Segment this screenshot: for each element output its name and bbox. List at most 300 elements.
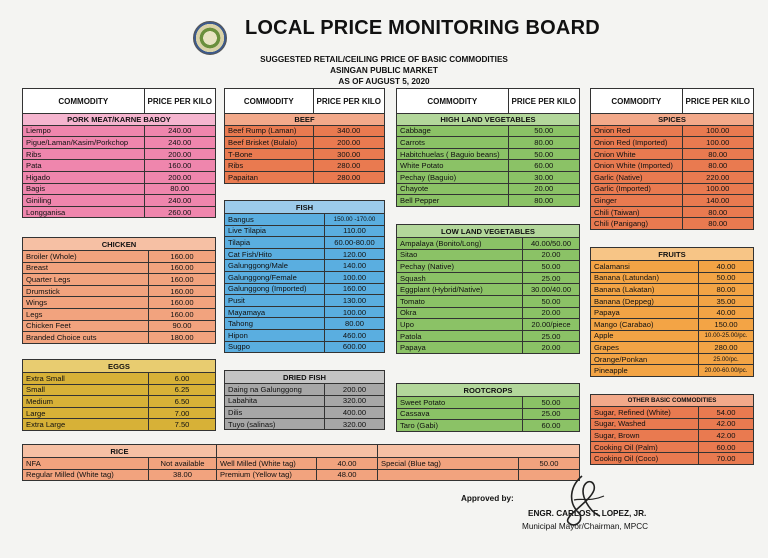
dried-fish-table <box>224 370 385 430</box>
commodity-name: Daing na Galunggong <box>225 384 325 396</box>
commodity-name: Onion White (Imported) <box>591 160 683 172</box>
category-chicken: CHICKEN <box>23 238 216 251</box>
commodity-price: 80.00 <box>682 160 753 172</box>
table-row <box>591 342 754 354</box>
table-row <box>397 195 580 207</box>
commodity-price: 60.00 <box>508 160 579 172</box>
commodity-price: 180.00 <box>149 332 216 344</box>
eggs-table <box>22 359 216 431</box>
commodity-name: Small <box>23 384 149 396</box>
table-row <box>23 373 216 385</box>
table-row <box>397 137 580 149</box>
commodity-price: 20.00-60.00/pc. <box>699 365 754 377</box>
commodity-price: 220.00 <box>682 171 753 183</box>
commodity-name: Onion White <box>591 148 683 160</box>
commodity-name: Orange/Ponkan <box>591 353 699 365</box>
commodity-name: Breast <box>23 262 149 274</box>
commodity-name: Papaya <box>397 342 523 354</box>
table-row <box>225 418 385 430</box>
table-row <box>591 261 754 273</box>
table-row <box>23 171 216 183</box>
commodity-price: 400.00 <box>325 407 385 419</box>
commodity-price: 160.00 <box>149 285 216 297</box>
table-row <box>591 183 754 195</box>
table-row <box>397 125 580 137</box>
table-row <box>23 396 216 408</box>
table-row <box>397 249 580 261</box>
commodity-name: Pechay (Baguio) <box>397 171 509 183</box>
commodity-price: 140.00 <box>325 260 385 272</box>
price-header: PRICE PER KILO <box>144 89 215 114</box>
table-row <box>397 284 580 296</box>
commodity-price: 40.00 <box>699 307 754 319</box>
commodity-name: Hipon <box>225 329 325 341</box>
commodity-price: 50.00 <box>699 272 754 284</box>
commodity-price: 30.00 <box>508 171 579 183</box>
rice-name: NFA <box>23 458 149 470</box>
commodity-name: Cat Fish/Hito <box>225 248 325 260</box>
commodity-name: Longganisa <box>23 206 145 218</box>
table-row <box>23 251 216 263</box>
commodity-name: Pusit <box>225 295 325 307</box>
table-row <box>591 453 754 465</box>
commodity-price: 20.00 <box>523 307 580 319</box>
commodity-name: Labahita <box>225 395 325 407</box>
category-lowland: LOW LAND VEGETABLES <box>397 225 580 238</box>
commodity-name: Chicken Feet <box>23 320 149 332</box>
commodity-price: 50.00 <box>523 261 580 273</box>
commodity-name: Pigue/Laman/Kasim/Porkchop <box>23 137 145 149</box>
table-row <box>23 148 216 160</box>
table-row <box>397 238 580 250</box>
table-row <box>225 329 385 341</box>
commodity-name: Liempo <box>23 125 145 137</box>
rice-price: 40.00 <box>317 458 378 470</box>
commodity-name: Giniling <box>23 195 145 207</box>
category-rice: RICE <box>23 445 217 458</box>
commodity-price: 200.00 <box>313 137 384 149</box>
table-row <box>225 395 385 407</box>
commodity-name: Carrots <box>397 137 509 149</box>
commodity-name: Cooking Oil (Coco) <box>591 453 699 465</box>
table-row <box>591 218 754 230</box>
commodity-price: 200.00 <box>325 384 385 396</box>
table-row <box>591 353 754 365</box>
commodity-price: 280.00 <box>699 342 754 354</box>
page-title: LOCAL PRICE MONITORING BOARD <box>245 17 600 39</box>
table-row <box>225 237 385 249</box>
rice-name: Regular Milled (White tag) <box>23 469 149 481</box>
commodity-name: Quarter Legs <box>23 274 149 286</box>
table-row <box>591 430 754 442</box>
chicken-table <box>22 237 216 344</box>
other-table <box>590 394 754 465</box>
commodity-name: Habitchuelas ( Baguio beans) <box>397 148 509 160</box>
table-row <box>591 330 754 342</box>
commodity-name: Live Tilapia <box>225 225 325 237</box>
table-row <box>591 295 754 307</box>
table-row <box>23 206 216 218</box>
table-row <box>23 419 216 431</box>
commodity-name: Extra Small <box>23 373 149 385</box>
commodity-name: Taro (Gabi) <box>397 420 523 432</box>
commodity-price: 10.00-25.00/pc. <box>699 330 754 342</box>
commodity-price: 50.00 <box>523 397 580 409</box>
category-pork: PORK MEAT/KARNE BABOY <box>23 114 216 126</box>
commodity-name: Legs <box>23 308 149 320</box>
commodity-price: 200.00 <box>144 171 215 183</box>
table-row <box>225 225 385 237</box>
commodity-price: 25.00 <box>523 330 580 342</box>
commodity-name: Pineapple <box>591 365 699 377</box>
commodity-price: 50.00 <box>508 125 579 137</box>
table-row <box>397 408 580 420</box>
table-row <box>225 125 385 137</box>
table-row <box>225 148 385 160</box>
signature-mark <box>560 472 610 534</box>
table-row <box>225 384 385 396</box>
table-row <box>591 318 754 330</box>
commodity-name: Ribs <box>225 160 314 172</box>
category-beef: BEEF <box>225 114 385 126</box>
category-other: OTHER BASIC COMMODITIES <box>591 395 754 407</box>
category-rootcrops: ROOTCROPS <box>397 384 580 397</box>
table-row <box>225 318 385 330</box>
commodity-name: Ampalaya (Bonito/Long) <box>397 238 523 250</box>
table-row <box>397 330 580 342</box>
price-header: PRICE PER KILO <box>508 89 579 114</box>
highland-table <box>396 88 580 207</box>
commodity-name: Eggplant (Hybrid/Native) <box>397 284 523 296</box>
commodity-price: 280.00 <box>313 160 384 172</box>
municipal-seal-icon <box>193 21 227 55</box>
commodity-price: 160.00 <box>149 251 216 263</box>
commodity-price: 160.00 <box>149 262 216 274</box>
category-fruits: FRUITS <box>591 248 754 261</box>
table-row <box>591 137 754 149</box>
table-row <box>23 384 216 396</box>
spices-table <box>590 88 754 230</box>
table-row <box>591 441 754 453</box>
commodity-price: 20.00 <box>523 249 580 261</box>
commodity-name: Tahong <box>225 318 325 330</box>
commodity-name: Sugar, Washed <box>591 418 699 430</box>
commodity-name: T-Bone <box>225 148 314 160</box>
commodity-name: Sugpo <box>225 341 325 353</box>
commodity-price: 240.00 <box>144 125 215 137</box>
commodity-price: 25.00 <box>523 272 580 284</box>
commodity-price: 42.00 <box>699 430 754 442</box>
table-row <box>225 341 385 353</box>
approver-position: Municipal Mayor/Chairman, MPCC <box>522 522 649 531</box>
commodity-price: 6.00 <box>149 373 216 385</box>
commodity-price: 100.00 <box>325 306 385 318</box>
table-row <box>591 272 754 284</box>
commodity-price: 60.00 <box>523 420 580 432</box>
commodity-name: Cooking Oil (Palm) <box>591 441 699 453</box>
price-header: PRICE PER KILO <box>682 89 753 114</box>
commodity-name: Tuyo (salinas) <box>225 418 325 430</box>
table-row <box>397 171 580 183</box>
table-row <box>591 418 754 430</box>
commodity-price: 35.00 <box>699 295 754 307</box>
commodity-price: 160.00 <box>149 297 216 309</box>
commodity-price: 150.00 -170.00 <box>325 214 385 226</box>
commodity-name: Onion Red (Imported) <box>591 137 683 149</box>
commodity-price: 600.00 <box>325 341 385 353</box>
table-row <box>591 307 754 319</box>
table-row <box>23 274 216 286</box>
table-row <box>591 365 754 377</box>
commodity-price: 100.00 <box>682 137 753 149</box>
commodity-name: Cassava <box>397 408 523 420</box>
commodity-name: Ginger <box>591 195 683 207</box>
commodity-price: 25.00/pc. <box>699 353 754 365</box>
commodity-name: Onion Red <box>591 125 683 137</box>
table-row <box>397 307 580 319</box>
commodity-price: 160.00 <box>149 274 216 286</box>
pork-table <box>22 88 216 218</box>
commodity-header: COMMODITY <box>397 89 509 114</box>
commodity-name: Cabbage <box>397 125 509 137</box>
category-eggs: EGGS <box>23 360 216 373</box>
commodity-price: 80.00 <box>699 284 754 296</box>
commodity-price: 300.00 <box>313 148 384 160</box>
rice-name: Special (Blue tag) <box>378 458 519 470</box>
rice-name: Well Milled (White tag) <box>217 458 317 470</box>
commodity-price: 25.00 <box>523 408 580 420</box>
rice-price: 38.00 <box>149 469 217 481</box>
commodity-name: Chili (Taiwan) <box>591 206 683 218</box>
category-dried-fish: DRIED FISH <box>225 371 385 384</box>
table-row <box>591 407 754 419</box>
approver-name: ENGR. CARLOS F. LOPEZ, JR. <box>528 509 647 518</box>
commodity-name: Garlic (Imported) <box>591 183 683 195</box>
commodity-price: 100.00 <box>682 183 753 195</box>
commodity-name: Tomato <box>397 295 523 307</box>
commodity-price: 80.00 <box>325 318 385 330</box>
commodity-name: Pata <box>23 160 145 172</box>
table-row <box>591 284 754 296</box>
commodity-name: Branded Choice cuts <box>23 332 149 344</box>
commodity-name: Extra Large <box>23 419 149 431</box>
commodity-name: Tilapia <box>225 237 325 249</box>
commodity-name: Sitao <box>397 249 523 261</box>
commodity-name: Chayote <box>397 183 509 195</box>
commodity-name: Mayamaya <box>225 306 325 318</box>
commodity-name: Grapes <box>591 342 699 354</box>
table-row <box>397 420 580 432</box>
commodity-price: 7.00 <box>149 407 216 419</box>
category-fish: FISH <box>225 201 385 214</box>
commodity-price: 130.00 <box>325 295 385 307</box>
commodity-name: Okra <box>397 307 523 319</box>
commodity-price: 80.00 <box>682 206 753 218</box>
table-row <box>397 272 580 284</box>
table-row <box>23 160 216 172</box>
commodity-name: Pechay (Native) <box>397 261 523 273</box>
fruits-table <box>590 247 754 377</box>
commodity-price: 200.00 <box>144 148 215 160</box>
commodity-name: Apple <box>591 330 699 342</box>
commodity-name: Ribs <box>23 148 145 160</box>
table-row <box>225 137 385 149</box>
commodity-name: Upo <box>397 319 523 331</box>
table-row <box>23 407 216 419</box>
commodity-name: Broiler (Whole) <box>23 251 149 263</box>
commodity-name: Wings <box>23 297 149 309</box>
commodity-price: 260.00 <box>144 206 215 218</box>
table-row <box>397 295 580 307</box>
commodity-price: 6.50 <box>149 396 216 408</box>
rice-price: 48.00 <box>317 469 378 481</box>
commodity-name: Galunggong/Female <box>225 271 325 283</box>
commodity-name: Banana (Deppeg) <box>591 295 699 307</box>
table-row <box>397 342 580 354</box>
commodity-price: 50.00 <box>523 295 580 307</box>
commodity-name: Sugar, Refined (White) <box>591 407 699 419</box>
approved-by-label: Approved by: <box>461 494 514 503</box>
commodity-price: 60.00-80.00 <box>325 237 385 249</box>
commodity-price: 80.00 <box>682 148 753 160</box>
commodity-price: 100.00 <box>325 271 385 283</box>
table-row <box>23 125 216 137</box>
commodity-price: 150.00 <box>699 318 754 330</box>
commodity-header: COMMODITY <box>591 89 683 114</box>
table-row <box>225 160 385 172</box>
table-row <box>23 137 216 149</box>
commodity-name: Calamansi <box>591 261 699 273</box>
commodity-price: 42.00 <box>699 418 754 430</box>
commodity-price: 20.00 <box>508 183 579 195</box>
commodity-name: Banana (Latundan) <box>591 272 699 284</box>
commodity-name: Galunggong (Imported) <box>225 283 325 295</box>
commodity-name: White Potato <box>397 160 509 172</box>
table-row <box>591 160 754 172</box>
table-row <box>591 206 754 218</box>
commodity-price: 280.00 <box>313 171 384 183</box>
category-spices: SPICES <box>591 114 754 126</box>
commodity-price: 40.00 <box>699 261 754 273</box>
commodity-price: 110.00 <box>325 225 385 237</box>
table-row <box>225 283 385 295</box>
table-row <box>23 262 216 274</box>
commodity-price: 6.25 <box>149 384 216 396</box>
table-row <box>591 125 754 137</box>
table-row <box>23 183 216 195</box>
commodity-price: 120.00 <box>325 248 385 260</box>
table-row <box>225 260 385 272</box>
beef-table <box>224 88 385 184</box>
commodity-name: Bangus <box>225 214 325 226</box>
commodity-price: 320.00 <box>325 395 385 407</box>
page-subtitle: SUGGESTED RETAIL/CEILING PRICE OF BASIC COMMODITIES <box>260 55 508 64</box>
table-row <box>225 248 385 260</box>
commodity-price: 80.00 <box>144 183 215 195</box>
table-row <box>397 183 580 195</box>
commodity-name: Patola <box>397 330 523 342</box>
fish-table <box>224 200 385 353</box>
table-row <box>591 195 754 207</box>
commodity-price: 160.00 <box>149 308 216 320</box>
commodity-name: Chili (Panigang) <box>591 218 683 230</box>
rootcrops-table <box>396 383 580 432</box>
table-row <box>397 261 580 273</box>
commodity-price: 80.00 <box>508 137 579 149</box>
table-row <box>591 171 754 183</box>
commodity-price: 460.00 <box>325 329 385 341</box>
commodity-name: Beef Brisket (Bulalo) <box>225 137 314 149</box>
rice-price: 50.00 <box>519 458 580 470</box>
commodity-price: 90.00 <box>149 320 216 332</box>
commodity-price: 60.00 <box>699 441 754 453</box>
price-header: PRICE PER KILO <box>313 89 384 114</box>
commodity-name: Sweet Potato <box>397 397 523 409</box>
commodity-price: 80.00 <box>508 195 579 207</box>
commodity-price: 80.00 <box>682 218 753 230</box>
commodity-name: Large <box>23 407 149 419</box>
commodity-price: 240.00 <box>144 195 215 207</box>
commodity-name: Papaya <box>591 307 699 319</box>
commodity-price: 340.00 <box>313 125 384 137</box>
table-row <box>23 195 216 207</box>
table-row <box>23 297 216 309</box>
commodity-price: 30.00/40.00 <box>523 284 580 296</box>
table-row <box>397 160 580 172</box>
lowland-table <box>396 224 580 354</box>
table-row <box>225 214 385 226</box>
commodity-price: 40.00/50.00 <box>523 238 580 250</box>
category-highland: HIGH LAND VEGETABLES <box>397 114 580 126</box>
commodity-price: 7.50 <box>149 419 216 431</box>
commodity-price: 50.00 <box>508 148 579 160</box>
market-name: ASINGAN PUBLIC MARKET <box>330 66 438 75</box>
rice-table <box>22 444 580 481</box>
commodity-name: Bagis <box>23 183 145 195</box>
table-row <box>397 148 580 160</box>
commodity-name: Beef Rump (Laman) <box>225 125 314 137</box>
table-row <box>23 320 216 332</box>
commodity-price: 100.00 <box>682 125 753 137</box>
rice-price: Not available <box>149 458 217 470</box>
table-row <box>397 397 580 409</box>
commodity-name: Higado <box>23 171 145 183</box>
commodity-name: Banana (Lakatan) <box>591 284 699 296</box>
commodity-name: Squash <box>397 272 523 284</box>
commodity-price: 20.00 <box>523 342 580 354</box>
table-row <box>23 332 216 344</box>
commodity-price: 70.00 <box>699 453 754 465</box>
table-row <box>23 308 216 320</box>
commodity-header: COMMODITY <box>23 89 145 114</box>
table-row <box>23 285 216 297</box>
commodity-name: Medium <box>23 396 149 408</box>
commodity-price: 160.00 <box>144 160 215 172</box>
commodity-price: 320.00 <box>325 418 385 430</box>
report-date: AS OF AUGUST 5, 2020 <box>338 77 430 86</box>
commodity-price: 160.00 <box>325 283 385 295</box>
commodity-price: 20.00/piece <box>523 319 580 331</box>
commodity-name: Galunggong/Male <box>225 260 325 272</box>
commodity-name: Sugar, Brown <box>591 430 699 442</box>
table-row <box>225 171 385 183</box>
table-row <box>225 295 385 307</box>
table-row <box>225 306 385 318</box>
commodity-name: Bell Pepper <box>397 195 509 207</box>
table-row <box>225 407 385 419</box>
commodity-name: Mango (Carabao) <box>591 318 699 330</box>
table-row <box>225 271 385 283</box>
